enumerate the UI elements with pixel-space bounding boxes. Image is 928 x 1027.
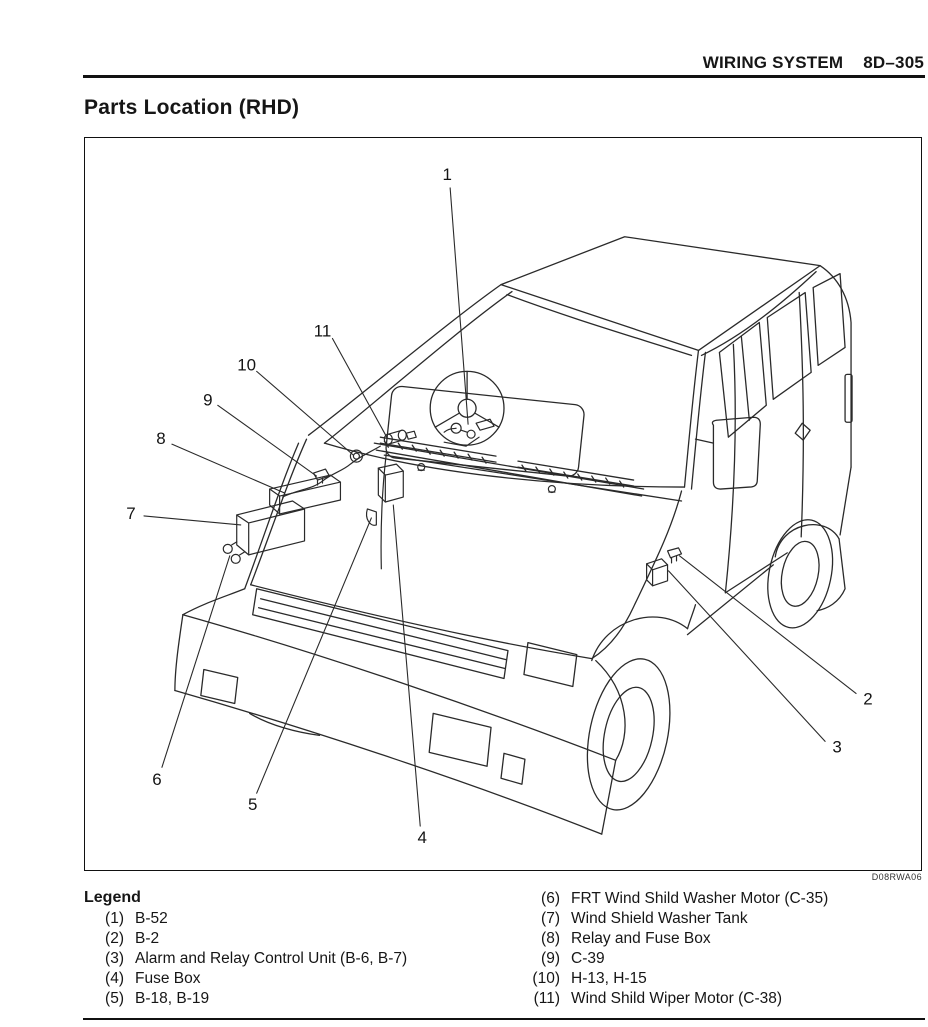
callout-10-label: 10 bbox=[237, 355, 257, 375]
footer-rule bbox=[83, 1018, 925, 1020]
callout-1-leader bbox=[450, 188, 468, 424]
legend-item-label: Fuse Box bbox=[135, 970, 201, 987]
legend-item-label: Relay and Fuse Box bbox=[571, 930, 711, 947]
callout-1-label: 1 bbox=[442, 164, 452, 184]
legend-item-number: (10) bbox=[532, 970, 560, 987]
legend-item-number: (1) bbox=[105, 910, 124, 927]
legend-item-number: (3) bbox=[105, 950, 124, 967]
legend-item bbox=[520, 929, 828, 949]
callout-9-leader bbox=[218, 405, 317, 476]
legend-item-label: H-13, H-15 bbox=[571, 970, 647, 987]
legend-item bbox=[84, 989, 407, 1009]
parts-location-figure bbox=[84, 137, 922, 871]
callout-6-label: 6 bbox=[152, 770, 162, 790]
legend-item bbox=[520, 949, 828, 969]
header-rule bbox=[83, 75, 925, 78]
callout-5-leader bbox=[257, 518, 372, 793]
legend-item-number: (11) bbox=[533, 990, 560, 1007]
callout-4-leader bbox=[393, 505, 420, 826]
callout-5-label: 5 bbox=[247, 795, 258, 815]
legend-item bbox=[520, 909, 828, 929]
legend-item bbox=[520, 989, 828, 1009]
callout-6-leader bbox=[162, 556, 230, 767]
legend-item-number: (9) bbox=[541, 950, 560, 967]
callout-leaders bbox=[144, 188, 856, 826]
callout-8-leader bbox=[172, 444, 285, 493]
legend-item-number: (8) bbox=[541, 930, 560, 947]
callout-7-label: 7 bbox=[126, 503, 136, 523]
legend-item-label: FRT Wind Shild Washer Motor (C-35) bbox=[571, 890, 829, 907]
callout-2-label: 2 bbox=[863, 689, 873, 709]
legend-item bbox=[520, 969, 828, 989]
legend-right-column bbox=[520, 889, 828, 1009]
legend-item-number: (5) bbox=[105, 990, 124, 1007]
figure-code: D08RWA06 bbox=[871, 872, 922, 882]
callout-8-label: 8 bbox=[156, 429, 166, 449]
legend-left-column bbox=[84, 909, 407, 1009]
legend-item-number: (7) bbox=[541, 910, 560, 927]
legend-item-label: Wind Shield Washer Tank bbox=[571, 910, 748, 927]
page-title: Parts Location (RHD) bbox=[84, 96, 300, 119]
legend-title: Legend bbox=[84, 889, 141, 906]
callout-numbers bbox=[126, 165, 872, 847]
legend-item bbox=[520, 889, 828, 909]
legend-item-number: (4) bbox=[105, 970, 124, 987]
header-section-title: WIRING SYSTEM bbox=[702, 53, 844, 72]
callout-11-label: 11 bbox=[313, 321, 332, 341]
legend-item-number: (6) bbox=[541, 890, 560, 907]
legend-item-label: Alarm and Relay Control Unit (B-6, B-7) bbox=[135, 950, 408, 967]
legend-item-label: B-52 bbox=[135, 910, 168, 927]
callout-7-leader bbox=[144, 516, 241, 525]
callout-3-leader bbox=[669, 571, 826, 742]
legend-item bbox=[84, 949, 407, 969]
legend-item-label: C-39 bbox=[571, 950, 605, 967]
callout-9-label: 9 bbox=[203, 390, 213, 410]
legend-item bbox=[84, 909, 407, 929]
header-page-number: 8D–305 bbox=[863, 53, 924, 72]
legend-item-number: (2) bbox=[105, 930, 124, 947]
legend-item-label: Wind Shild Wiper Motor (C-38) bbox=[571, 990, 783, 1007]
page-header bbox=[703, 53, 924, 73]
wiring-components bbox=[223, 419, 681, 586]
legend-item-label: B-18, B-19 bbox=[135, 990, 210, 1007]
vehicle-diagram bbox=[85, 138, 921, 870]
callout-3-label: 3 bbox=[832, 737, 842, 757]
legend-item-label: B-2 bbox=[135, 930, 160, 947]
legend-item bbox=[84, 929, 407, 949]
callout-4-label: 4 bbox=[417, 828, 427, 848]
callout-11-leader bbox=[332, 338, 387, 438]
legend-item bbox=[84, 969, 407, 989]
